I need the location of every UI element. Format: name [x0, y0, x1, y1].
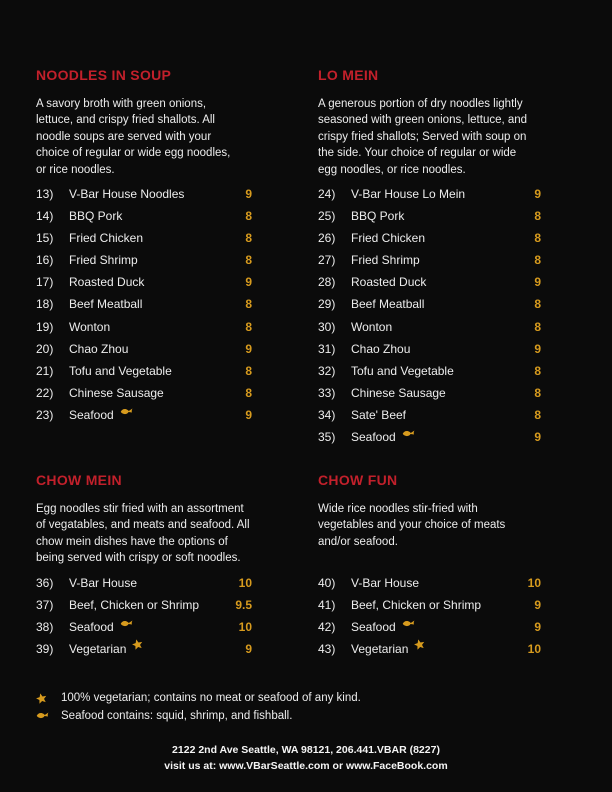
item-price: 9 [245, 187, 252, 201]
menu-item [36, 642, 252, 664]
item-number: 26) [318, 231, 336, 246]
menu-item [36, 209, 252, 231]
legend-text: Seafood contains: squid, shrimp, and fishball. [61, 709, 293, 722]
item-name: BBQ Pork [69, 209, 123, 224]
menu-item [36, 598, 252, 620]
menu-item [318, 297, 541, 319]
item-number: 33) [318, 385, 336, 400]
section-title: NOODLES IN SOUP [36, 67, 172, 83]
legend-row [36, 692, 361, 710]
menu-item [36, 187, 252, 209]
item-number: 16) [36, 253, 54, 268]
menu-item [36, 275, 252, 297]
item-name: Roasted Duck [351, 275, 427, 290]
item-number: 42) [318, 620, 336, 635]
menu-item [318, 642, 541, 664]
item-number: 37) [36, 598, 54, 613]
item-price: 8 [245, 297, 252, 312]
item-price: 10 [527, 642, 541, 657]
item-number: 15) [36, 231, 54, 246]
item-price: 9 [534, 275, 541, 290]
item-name: Wonton [69, 319, 111, 334]
item-price: 8 [245, 209, 252, 224]
item-number: 20) [36, 341, 54, 356]
item-price: 8 [245, 319, 252, 334]
menu-item [318, 209, 541, 231]
section-description: A generous portion of dry noodles lightly seasoned with green onions, lettuce, and crispy fried shallots; Served with soup on the side. Your choice of regular or wide egg noodles, or rice noodles. [318, 98, 528, 176]
menu-item [36, 364, 252, 386]
item-name: Chao Zhou [351, 341, 411, 356]
menu-item [36, 231, 252, 253]
item-number: 28) [318, 275, 336, 290]
item-list [318, 576, 541, 664]
section-lo-mein [318, 67, 541, 445]
item-list [36, 187, 252, 430]
footer [0, 743, 612, 774]
section-title: CHOW MEIN [36, 472, 122, 488]
item-name: Fried Chicken [69, 231, 144, 246]
item-number: 43) [318, 642, 336, 657]
fish-icon [120, 407, 133, 416]
menu-item [36, 342, 252, 364]
item-name: Chinese Sausage [351, 385, 446, 400]
item-number: 27) [318, 253, 336, 268]
item-number: 19) [36, 319, 54, 334]
menu-item [36, 620, 252, 642]
item-name: Tofu and Vegetable [351, 363, 454, 378]
menu-item [318, 231, 541, 253]
menu-item [318, 364, 541, 386]
fish-icon [120, 619, 133, 628]
item-number: 31) [318, 341, 336, 356]
item-price: 8 [534, 407, 541, 422]
item-number: 17) [36, 275, 54, 290]
legend-icon-cell [36, 710, 61, 723]
menu-item [36, 320, 252, 342]
item-price: 10 [238, 576, 252, 590]
item-name: Fried Shrimp [351, 253, 420, 268]
item-number: 35) [318, 430, 336, 445]
item-name: Sate' Beef [351, 407, 406, 422]
item-name: Beef Meatball [69, 297, 143, 312]
menu-item [318, 620, 541, 642]
item-name: V-Bar House Noodles [69, 187, 185, 201]
footer-websites: visit us at: www.VBarSeattle.com or www.FaceBook.com [164, 759, 448, 772]
menu-item [36, 253, 252, 275]
item-number: 34) [318, 407, 336, 422]
section-description: A savory broth with green onions, lettuce, and crispy fried shallots. All noodle soups are served with your choice of regular or wide egg noodles, or rice noodles. [36, 98, 231, 176]
item-name: Fried Shrimp [69, 253, 138, 268]
section-title: CHOW FUN [318, 472, 398, 488]
item-name: V-Bar House Lo Mein [351, 187, 466, 201]
item-number: 36) [36, 576, 54, 590]
legend-row [36, 710, 361, 728]
item-price: 8 [245, 231, 252, 246]
section-chow-mein [36, 472, 252, 657]
section-description: Egg noodles stir fried with an assortment of vegatables, and meats and seafood. All chow mein dishes have the options of being served with crispy or soft noodles. [36, 503, 250, 565]
menu-item [36, 386, 252, 408]
item-number: 30) [318, 319, 336, 334]
item-list [36, 576, 252, 664]
item-price: 9 [534, 187, 541, 201]
fish-icon [36, 711, 49, 720]
item-price: 9 [534, 341, 541, 356]
item-number: 21) [36, 363, 54, 378]
item-name: Fried Chicken [351, 231, 426, 246]
fish-icon [402, 429, 415, 438]
menu-item [318, 576, 541, 598]
item-price: 9.5 [235, 598, 252, 613]
item-name: Seafood [351, 620, 505, 634]
item-price: 9 [245, 407, 252, 422]
item-price: 8 [534, 231, 541, 246]
menu-item [318, 253, 541, 275]
footer-address: 2122 2nd Ave Seattle, WA 98121, 206.441.VBAR (8227) [172, 744, 440, 756]
item-name: Chao Zhou [69, 341, 129, 356]
item-name: Tofu and Vegetable [69, 363, 172, 378]
legend-icon-cell [36, 692, 61, 707]
item-name: Chinese Sausage [69, 385, 164, 400]
fish-icon [402, 619, 415, 628]
star-icon [132, 639, 143, 650]
item-number: 40) [318, 576, 336, 590]
section-noodles-in-soup [36, 67, 252, 422]
item-number: 24) [318, 187, 336, 201]
item-price: 8 [534, 363, 541, 378]
item-name: Wonton [351, 319, 393, 334]
item-name: Beef Meatball [351, 297, 425, 312]
item-number: 32) [318, 363, 336, 378]
item-name: Seafood [351, 430, 505, 444]
item-name: Beef, Chicken or Shrimp [351, 598, 482, 613]
item-number: 41) [318, 598, 336, 613]
item-price: 9 [245, 275, 252, 290]
item-price: 8 [245, 385, 252, 400]
item-name: V-Bar House [351, 576, 420, 590]
item-number: 22) [36, 385, 54, 400]
item-price: 10 [238, 620, 252, 635]
legend [36, 692, 361, 727]
star-icon [36, 693, 47, 704]
item-price: 8 [534, 297, 541, 312]
item-name: Beef, Chicken or Shrimp [69, 598, 200, 613]
item-list [318, 187, 541, 452]
menu-item [36, 408, 252, 430]
item-price: 9 [245, 341, 252, 356]
item-name: Roasted Duck [69, 275, 145, 290]
item-number: 39) [36, 642, 54, 657]
item-name: BBQ Pork [351, 209, 405, 224]
item-name: V-Bar House [69, 576, 138, 590]
menu-item [318, 598, 541, 620]
item-price: 8 [245, 363, 252, 378]
legend-text: 100% vegetarian; contains no meat or seafood of any kind. [61, 692, 361, 704]
menu-item [36, 297, 252, 319]
item-name: Vegetarian [351, 642, 505, 656]
item-price: 8 [245, 253, 252, 268]
item-number: 14) [36, 209, 54, 224]
menu-item [318, 342, 541, 364]
menu-item [318, 408, 541, 430]
menu-item [318, 386, 541, 408]
item-number: 25) [318, 209, 336, 224]
item-name: Seafood [69, 408, 216, 422]
menu-item [318, 320, 541, 342]
menu-item [36, 576, 252, 598]
menu-item [318, 187, 541, 209]
item-number: 18) [36, 297, 54, 312]
menu-item [318, 275, 541, 297]
item-price: 9 [245, 642, 252, 657]
item-name: Vegetarian [69, 642, 216, 656]
item-price: 8 [534, 319, 541, 334]
item-number: 13) [36, 187, 54, 201]
item-number: 29) [318, 297, 336, 312]
star-icon [414, 639, 425, 650]
item-price: 8 [534, 385, 541, 400]
item-price: 9 [534, 598, 541, 613]
section-description: Wide rice noodles stir-fried with vegetables and your choice of meats and/or seafood. [318, 503, 506, 548]
item-price: 8 [534, 209, 541, 224]
section-chow-fun [318, 472, 541, 657]
item-number: 38) [36, 620, 54, 635]
item-price: 10 [527, 576, 541, 590]
section-title: LO MEIN [318, 67, 379, 83]
item-price: 9 [534, 620, 541, 635]
item-number: 23) [36, 407, 54, 422]
item-name: Seafood [69, 620, 216, 634]
item-price: 8 [534, 253, 541, 268]
item-price: 9 [534, 430, 541, 445]
menu-item [318, 430, 541, 452]
